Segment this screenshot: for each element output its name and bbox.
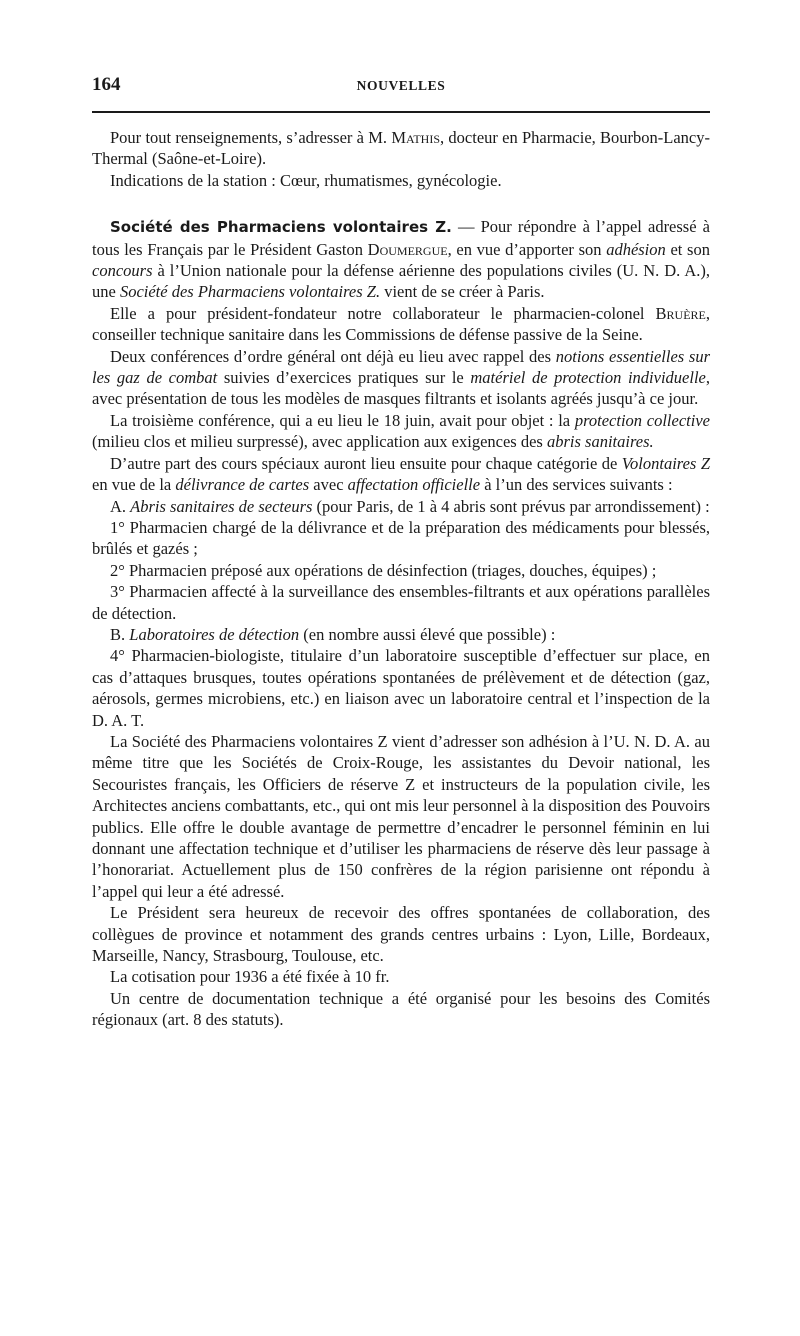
page-number: 164 [92, 74, 121, 95]
list-heading-a: A. Abris sanitaires de secteurs (pour Paris, de 1 à 4 abris sont prévus par arrondissement) : [110, 496, 710, 516]
paragraph-indications: Indications de la station : Cœur, rhumatismes, gynécologie. [110, 170, 502, 190]
paragraph-adhesion: La Société des Pharmaciens volontaires Z vient d’adresser son adhésion à l’U. N. D. A. au même titre que les Sociétés de Croix-Rouge, les assistantes du Devoir national, les Secouristes français, les Officiers de réserve Z et instructeurs de la population civile, les Architectes anciens combattants, etc., qui ont mis leur personnel à la disposition des Pouvoirs publics. Elle offre le double avantage de permettre d’encadrer le personnel féminin en lui donnant une affectation technique et d’utiliser les pharmaciens de réserve dès leur passage à l’honorariat. Actuellement plus de 150 confrères de la région parisienne ont répondu à l’appel qui leur a été adressé. [92, 731, 710, 901]
paragraph-society-intro: Société des Pharmaciens volontaires Z. — Pour répondre à l’appel adressé à tous les Français par le Président Gaston Doumergue, en vue d’apporter son adhésion et son concours à l’Union nationale pour la défense aérienne des populations civiles (U. N. D. A.), une Société des Pharmaciens volontaires Z. vient de se créer à Paris. [92, 217, 710, 302]
person-name: Mathis [391, 128, 441, 147]
header-rule [92, 111, 710, 113]
section-heading: Société des Pharmaciens volontaires Z. [110, 218, 452, 237]
list-item-3: 3° Pharmacien affecté à la surveillance des ensembles-filtrants et aux opérations parallèles de détection. [92, 582, 710, 623]
person-name: Doumergue [367, 239, 448, 259]
paragraph-documentation: Un centre de documentation technique a été organisé pour les besoins des Comités régionaux (art. 8 des statuts). [92, 988, 710, 1030]
paragraph-offers: Le Président sera heureux de recevoir des offres spontanées de collaboration, des collègues de province et notamment des grands centres urbains : Lyon, Lille, Bordeaux, Marseille, Nancy, Strasbourg, Toulouse, etc. [92, 903, 710, 966]
list-heading-b: B. Laboratoires de détection (en nombre aussi élevé que possible) : [110, 624, 556, 644]
running-head: NOUVELLES [356, 78, 446, 93]
person-name: Bruère [655, 303, 706, 323]
paragraph-president: Elle a pour président-fondateur notre collaborateur le pharmacien-colonel Bruère, conseiller technique sanitaire dans les Commissions de défense passive de la Seine. [92, 303, 710, 345]
list-item-4: 4° Pharmacien-biologiste, titulaire d’un laboratoire susceptible d’effectuer sur place, en cas d’attaques brusques, toutes opérations spontanées de prélèvement et de détection (gaz, aérosols, germes microbiens, etc.) en liaison avec un laboratoire central et l’inspection de la D. A. T. [92, 646, 710, 730]
paragraph-courses: D’autre part des cours spéciaux auront lieu ensuite pour chaque catégorie de Volontaires Z en vue de la délivrance de cartes avec affectation officielle à l’un des services suivants : [92, 453, 711, 495]
paragraph-fee: La cotisation pour 1936 a été fixée à 10 fr. [110, 967, 390, 987]
page-header [92, 74, 710, 104]
list-item-2: 2° Pharmacien préposé aux opérations de désinfection (triages, douches, équipes) ; [110, 560, 657, 580]
paragraph-third-conference: La troisième conférence, qui a eu lieu le 18 juin, avait pour objet : la protection collective (milieu clos et milieu surpressé), avec application aux exigences des abris sanitaires. [92, 410, 710, 452]
paragraph-conferences: Deux conférences d’ordre général ont déjà eu lieu avec rappel des notions essentielles sur les gaz de combat suivies d’exercices pratiques sur le matériel de protection individuelle, avec présentation de tous les modèles de masques filtrants et isolants agréés jusqu’à ce jour. [92, 346, 710, 409]
paragraph-contact: Pour tout renseignements, s’adresser à M. Mathis, docteur en Pharmacie, Bourbon-Lancy-Thermal (Saône-et-Loire). [92, 128, 711, 169]
article-body [92, 127, 710, 1031]
list-item-1: 1° Pharmacien chargé de la délivrance et de la préparation des médicaments pour blessés, brûlés et gazés ; [92, 517, 710, 559]
